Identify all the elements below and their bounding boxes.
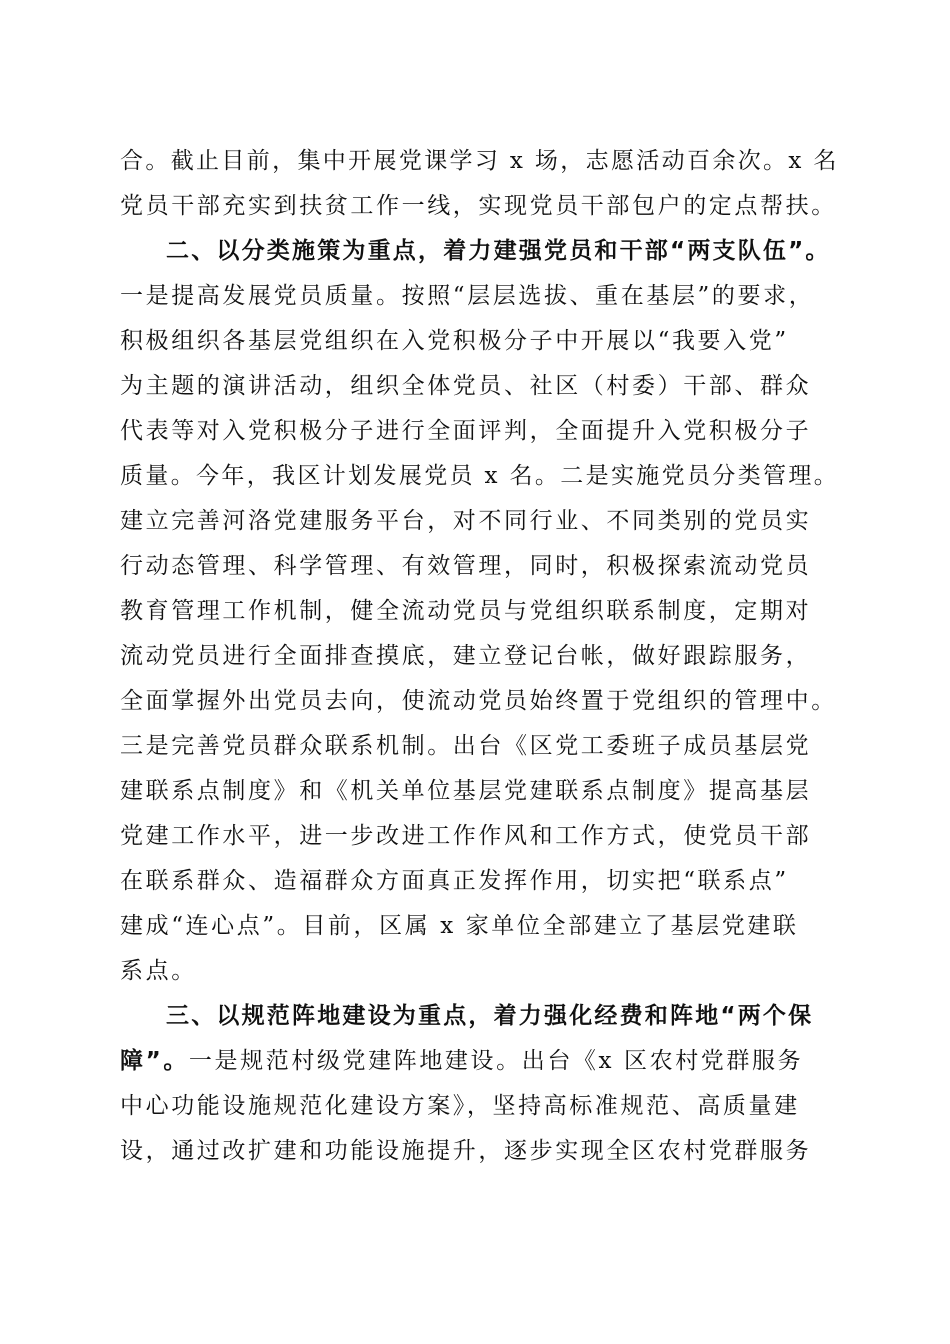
body-line-22: 中心功能设施规范化建设方案》，坚持高标准规范、高质量建: [120, 1093, 800, 1119]
section-three-first-item: 一是规范村级党建阵地建设。出台《x 区农村党群服务: [188, 1048, 804, 1074]
body-line-6: 为主题的演讲活动，组织全体党员、社区（村委）干部、群众: [120, 373, 812, 399]
section-three-heading-end: 障”。: [120, 1048, 189, 1074]
body-line-9: 建立完善河洛党建服务平台，对不同行业、不同类别的党员实: [120, 508, 812, 534]
body-line-14: 三是完善党员群众联系机制。出台《区党工委班子成员基层党: [120, 733, 812, 759]
body-line-19: 系点。: [120, 958, 197, 984]
body-line-21: [120, 1039, 840, 1083]
section-heading-three: 三、以规范阵地建设为重点，着力强化经费和阵地“两个保: [166, 1003, 814, 1029]
body-line-2: 党员干部充实到扶贫工作一线，实现党员干部包户的定点帮扶。: [120, 193, 837, 219]
body-line-7: 代表等对入党积极分子进行全面评判，全面提升入党积极分子: [120, 418, 812, 444]
body-line-13: 全面掌握外出党员去向，使流动党员始终置于党组织的管理中。: [120, 688, 837, 714]
body-line-12: 流动党员进行全面排查摸底，建立登记台帐，做好跟踪服务，: [120, 643, 812, 669]
body-line-16: 党建工作水平，进一步改进工作作风和工作方式，使党员干部: [120, 823, 812, 849]
body-line-15: 建联系点制度》和《机关单位基层党建联系点制度》提高基层: [120, 778, 812, 804]
body-line-17: 在联系群众、造福群众方面真正发挥作用，切实把“联系点”: [120, 868, 789, 894]
body-line-1: 合。截止目前，集中开展党课学习 x 场，志愿活动百余次。x 名: [120, 148, 839, 174]
body-line-5: 积极组织各基层党组织在入党积极分子中开展以“我要入党”: [120, 328, 789, 354]
section-heading-two: 二、以分类施策为重点，着力建强党员和干部“两支队伍”。: [166, 238, 831, 264]
body-line-11: 教育管理工作机制，健全流动党员与党组织联系制度，定期对: [120, 598, 812, 624]
body-line-10: 行动态管理、科学管理、有效管理，同时，积极探索流动党员: [120, 553, 812, 579]
body-line-4: 一是提高发展党员质量。按照“层层选拔、重在基层”的要求，: [120, 283, 815, 309]
body-line-23: 设，通过改扩建和功能设施提升，逐步实现全区农村党群服务: [120, 1138, 812, 1164]
body-line-18: 建成“连心点”。目前，区属 x 家单位全部建立了基层党建联: [120, 913, 799, 939]
body-line-8: 质量。今年，我区计划发展党员 x 名。二是实施党员分类管理。: [120, 463, 840, 489]
